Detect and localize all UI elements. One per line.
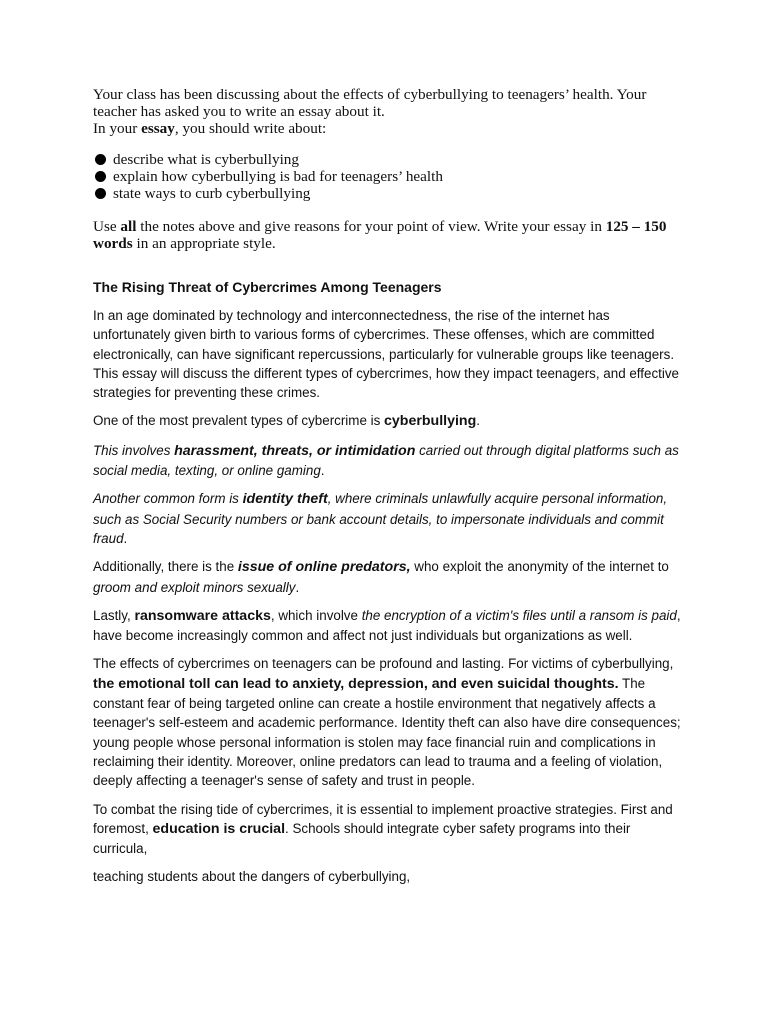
essay-paragraph-2 [93,411,683,431]
para-text: who exploit the anonymity of the internet to [410,559,669,575]
essay-paragraph-3 [93,441,683,481]
para-text: The constant fear of being targeted online can create a hostile environment that negatively affects a teenager's self-esteem and academic performance. Identity theft can also have dire consequences; young people whose personal information is stolen may face financial ruin and complications in reclaiming their identity. Moreover, online predators can lead to trauma and a feeling of violation, deeply affecting a teenager's sense of safety and trust in people. [93,675,681,789]
para-emphasis: harassment, threats, or intimidation [174,442,416,459]
para-text: , where criminals unlawfully acquire personal information, such as Social Security numbers or bank account details, to impersonate individuals and commit fraud [93,491,668,546]
prompt-bullet-list [93,151,683,202]
para-text: , have become increasingly common and affect not just individuals but organizations as well. [93,607,681,644]
essay-paragraph-9: teaching students about the dangers of cyberbullying, [93,869,411,885]
para-text: This involves [93,442,175,458]
para-text: . [295,579,300,595]
para-text: groom and exploit minors sexually [93,579,296,595]
bullet-item [93,168,683,185]
essay-paragraph-8 [93,800,683,859]
instr-text: in an appropriate style. [132,235,276,252]
para-emphasis: cyberbullying [384,413,477,430]
para-text: , which involve [270,607,362,623]
para-emphasis: the emotional toll can lead to anxiety, depression, and even suicidal thoughts. [93,675,619,692]
essay-paragraph-5 [93,557,683,597]
bullet-dot-icon [95,171,106,182]
write-bold: essay [141,120,175,137]
write-prefix: In your [93,120,142,137]
bullet-dot-icon [95,188,106,199]
para-text: . Schools should integrate cyber safety programs into their curricula, [93,820,631,857]
essay-title: The Rising Threat of Cybercrimes Among Teenagers [93,279,442,295]
para-text: Another common form is [93,491,243,507]
para-text: Lastly, [93,607,135,623]
para-text: carried out through digital platforms such as social media, texting, or online gaming [93,442,679,479]
para-text: One of the most prevalent types of cybercrime is [93,413,384,429]
para-text: Additionally, there is the [93,559,238,575]
essay-body [93,278,683,887]
para-text: . [123,530,128,546]
essay-prompt [93,86,683,252]
bullet-text: state ways to curb cyberbullying [113,185,311,202]
para-text: . [320,463,325,479]
para-text: . [476,413,480,429]
bullet-text: explain how cyberbullying is bad for teenagers’ health [113,168,443,185]
prompt-instructions [93,218,683,252]
para-text: The effects of cybercrimes on teenagers can be profound and lasting. For victims of cyberbullying, [93,656,674,672]
para-emphasis: issue of online predators, [237,559,411,576]
instr-text: Use [93,218,121,235]
bullet-text: describe what is cyberbullying [113,151,299,168]
document-page [93,86,683,887]
prompt-intro: Your class has been discussing about the effects of cyberbullying to teenagers’ health. Your teacher has asked you to write an essay about it. [93,86,647,120]
essay-paragraph-6 [93,606,683,646]
instr-bold: all [120,218,137,235]
bullet-dot-icon [95,154,106,165]
instr-bold: 125 – 150 words [93,218,667,252]
bullet-item [93,151,683,168]
para-text: To combat the rising tide of cybercrimes, it is essential to implement proactive strategies. First and foremost, [93,801,673,836]
write-suffix: , you should write about: [174,120,327,137]
para-emphasis: ransomware attacks [134,607,271,624]
prompt-write-line [93,120,683,137]
para-emphasis: identity theft [242,491,328,508]
para-text: the encryption of a victim's files until a ransom is paid [361,607,677,623]
essay-paragraph-1: In an age dominated by technology and interconnectedness, the rise of the internet has unfortunately given birth to various forms of cybercrimes. These offenses, which are committed electronically, can have significant repercussions, particularly for vulnerable groups like teenagers. This essay will discuss the different types of cybercrimes, how they impact teenagers, and effective strategies for preventing these crimes. [93,308,679,401]
instr-text: the notes above and give reasons for your point of view. Write your essay in [136,218,606,235]
bullet-item [93,185,683,202]
para-emphasis: education is crucial [152,820,286,837]
essay-paragraph-4 [93,489,683,548]
essay-paragraph-7 [93,654,683,790]
